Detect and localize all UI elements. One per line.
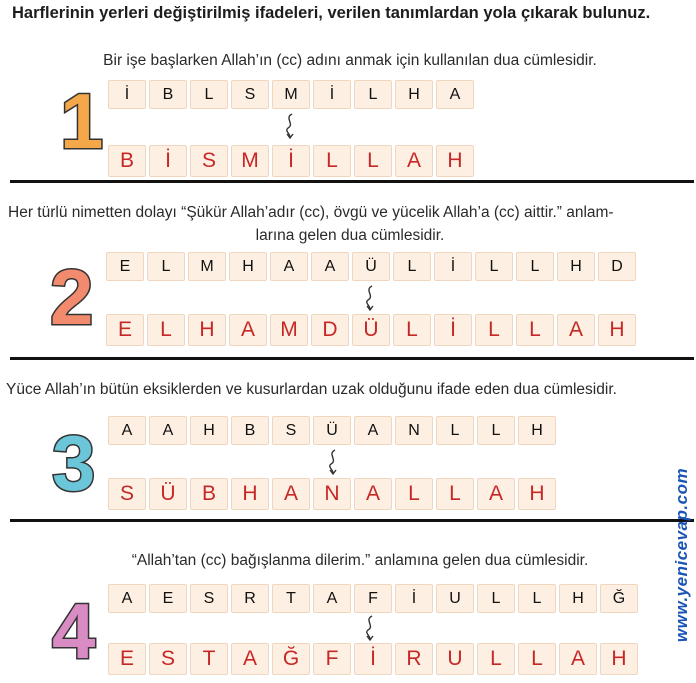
answer-letter-tile: A [557,314,595,346]
answer-letter-tile: A [229,314,267,346]
answer-letter-tile: A [477,478,515,510]
scrambled-letter-tile: A [108,416,146,445]
scrambled-letter-tile: H [559,584,597,613]
clue-1: Bir işe başlarken Allah’ın (cc) adını anmak için kullanılan dua cümlesidir. [103,52,597,69]
squiggle-arrow-icon [363,614,377,642]
scrambled-letter-tile: A [149,416,187,445]
answer-letter-tile: B [108,145,146,177]
answer-letter-tile: H [231,478,269,510]
number-2: 2 [50,253,94,341]
answer-letter-tile: İ [272,145,310,177]
answer-letter-tile: L [477,643,515,675]
answer-letter-tile: S [190,145,228,177]
scrambled-letter-tile: M [272,80,310,109]
scrambled-letter-tile: B [149,80,187,109]
answer-letter-tile: İ [434,314,472,346]
scrambled-letter-tile: İ [434,252,472,281]
clue-2-line-2: larına gelen dua cümlesidir. [255,227,445,244]
answer-letter-tile: F [313,643,351,675]
answer-letter-tile: L [147,314,185,346]
scrambled-letter-tile: Ü [352,252,390,281]
scrambled-letter-tile: L [190,80,228,109]
scrambled-letter-tile: L [354,80,392,109]
scrambled-letter-tile: D [598,252,636,281]
answer-letter-tile: H [518,478,556,510]
answer-letter-tile: T [190,643,228,675]
answer-letter-tile: R [395,643,433,675]
scrambled-letter-tile: A [436,80,474,109]
scrambled-letter-tile: L [393,252,431,281]
scrambled-letter-tile: N [395,416,433,445]
scrambled-letter-tile: Ğ [600,584,638,613]
scrambled-letter-tile: L [436,416,474,445]
clue-3: Yüce Allah’ın bütün eksiklerden ve kusurlardan uzak olduğunu ifade eden dua cümlesidir. [6,381,617,398]
scrambled-row-2 [106,252,639,281]
scrambled-letter-tile: S [272,416,310,445]
squiggle-arrow-icon [283,112,297,140]
number-1: 1 [60,77,104,165]
answer-letter-tile: A [231,643,269,675]
answer-letter-tile: İ [149,145,187,177]
answer-letter-tile: A [395,145,433,177]
answer-letter-tile: L [516,314,554,346]
answer-letter-tile: B [190,478,228,510]
scrambled-letter-tile: S [190,584,228,613]
answer-letter-tile: E [106,314,144,346]
page-title: Harflerinin yerleri değiştirilmiş ifadeleri, verilen tanımlardan yola çıkarak bulunuz. [12,4,651,22]
divider [10,357,694,360]
answer-letter-tile: L [393,314,431,346]
scrambled-letter-tile: H [518,416,556,445]
answer-row-3 [108,478,559,510]
squiggle-arrow-icon [326,448,340,476]
answer-letter-tile: Ü [352,314,390,346]
watermark-text: www.yenicevap.com [672,467,692,643]
scrambled-letter-tile: İ [108,80,146,109]
answer-row-2 [106,314,639,346]
scrambled-row-4 [108,584,641,613]
scrambled-letter-tile: A [313,584,351,613]
answer-letter-tile: M [231,145,269,177]
scrambled-letter-tile: T [272,584,310,613]
answer-letter-tile: H [188,314,226,346]
scrambled-letter-tile: H [190,416,228,445]
scrambled-letter-tile: A [270,252,308,281]
answer-letter-tile: H [436,145,474,177]
scrambled-letter-tile: A [311,252,349,281]
squiggle-arrow-icon [363,284,377,312]
scrambled-letter-tile: A [354,416,392,445]
answer-letter-tile: D [311,314,349,346]
scrambled-row-3 [108,416,559,445]
answer-letter-tile: L [313,145,351,177]
scrambled-letter-tile: L [477,416,515,445]
scrambled-letter-tile: E [149,584,187,613]
answer-letter-tile: H [600,643,638,675]
answer-letter-tile: Ü [149,478,187,510]
answer-letter-tile: L [354,145,392,177]
scrambled-letter-tile: M [188,252,226,281]
answer-row-1 [108,145,477,177]
scrambled-letter-tile: F [354,584,392,613]
scrambled-letter-tile: L [477,584,515,613]
answer-letter-tile: L [475,314,513,346]
answer-letter-tile: U [436,643,474,675]
scrambled-letter-tile: H [395,80,433,109]
answer-letter-tile: H [598,314,636,346]
scrambled-letter-tile: L [475,252,513,281]
answer-letter-tile: L [518,643,556,675]
scrambled-letter-tile: Ü [313,416,351,445]
scrambled-letter-tile: A [108,584,146,613]
scrambled-letter-tile: H [557,252,595,281]
scrambled-letter-tile: İ [395,584,433,613]
answer-letter-tile: S [149,643,187,675]
answer-letter-tile: M [270,314,308,346]
scrambled-letter-tile: L [147,252,185,281]
scrambled-letter-tile: R [231,584,269,613]
answer-letter-tile: L [436,478,474,510]
scrambled-row-1 [108,80,477,109]
scrambled-letter-tile: H [229,252,267,281]
scrambled-letter-tile: B [231,416,269,445]
scrambled-letter-tile: S [231,80,269,109]
answer-letter-tile: E [108,643,146,675]
watermark [669,430,695,680]
clue-2-line-1: Her türlü nimetten dolayı “Şükür Allah’adır (cc), övgü ve yücelik Allah’a (cc) aittir.” anlam- [8,204,614,221]
scrambled-letter-tile: U [436,584,474,613]
scrambled-letter-tile: İ [313,80,351,109]
scrambled-letter-tile: L [518,584,556,613]
number-4: 4 [52,587,96,675]
divider [10,519,694,522]
answer-letter-tile: L [395,478,433,510]
divider [10,180,694,183]
answer-letter-tile: İ [354,643,392,675]
scrambled-letter-tile: E [106,252,144,281]
answer-row-4 [108,643,641,675]
answer-letter-tile: N [313,478,351,510]
scrambled-letter-tile: L [516,252,554,281]
number-3: 3 [52,419,96,507]
answer-letter-tile: Ğ [272,643,310,675]
clue-4: “Allah’tan (cc) bağışlanma dilerim.” anlamına gelen dua cümlesidir. [131,552,589,569]
answer-letter-tile: A [559,643,597,675]
answer-letter-tile: A [272,478,310,510]
answer-letter-tile: S [108,478,146,510]
answer-letter-tile: A [354,478,392,510]
